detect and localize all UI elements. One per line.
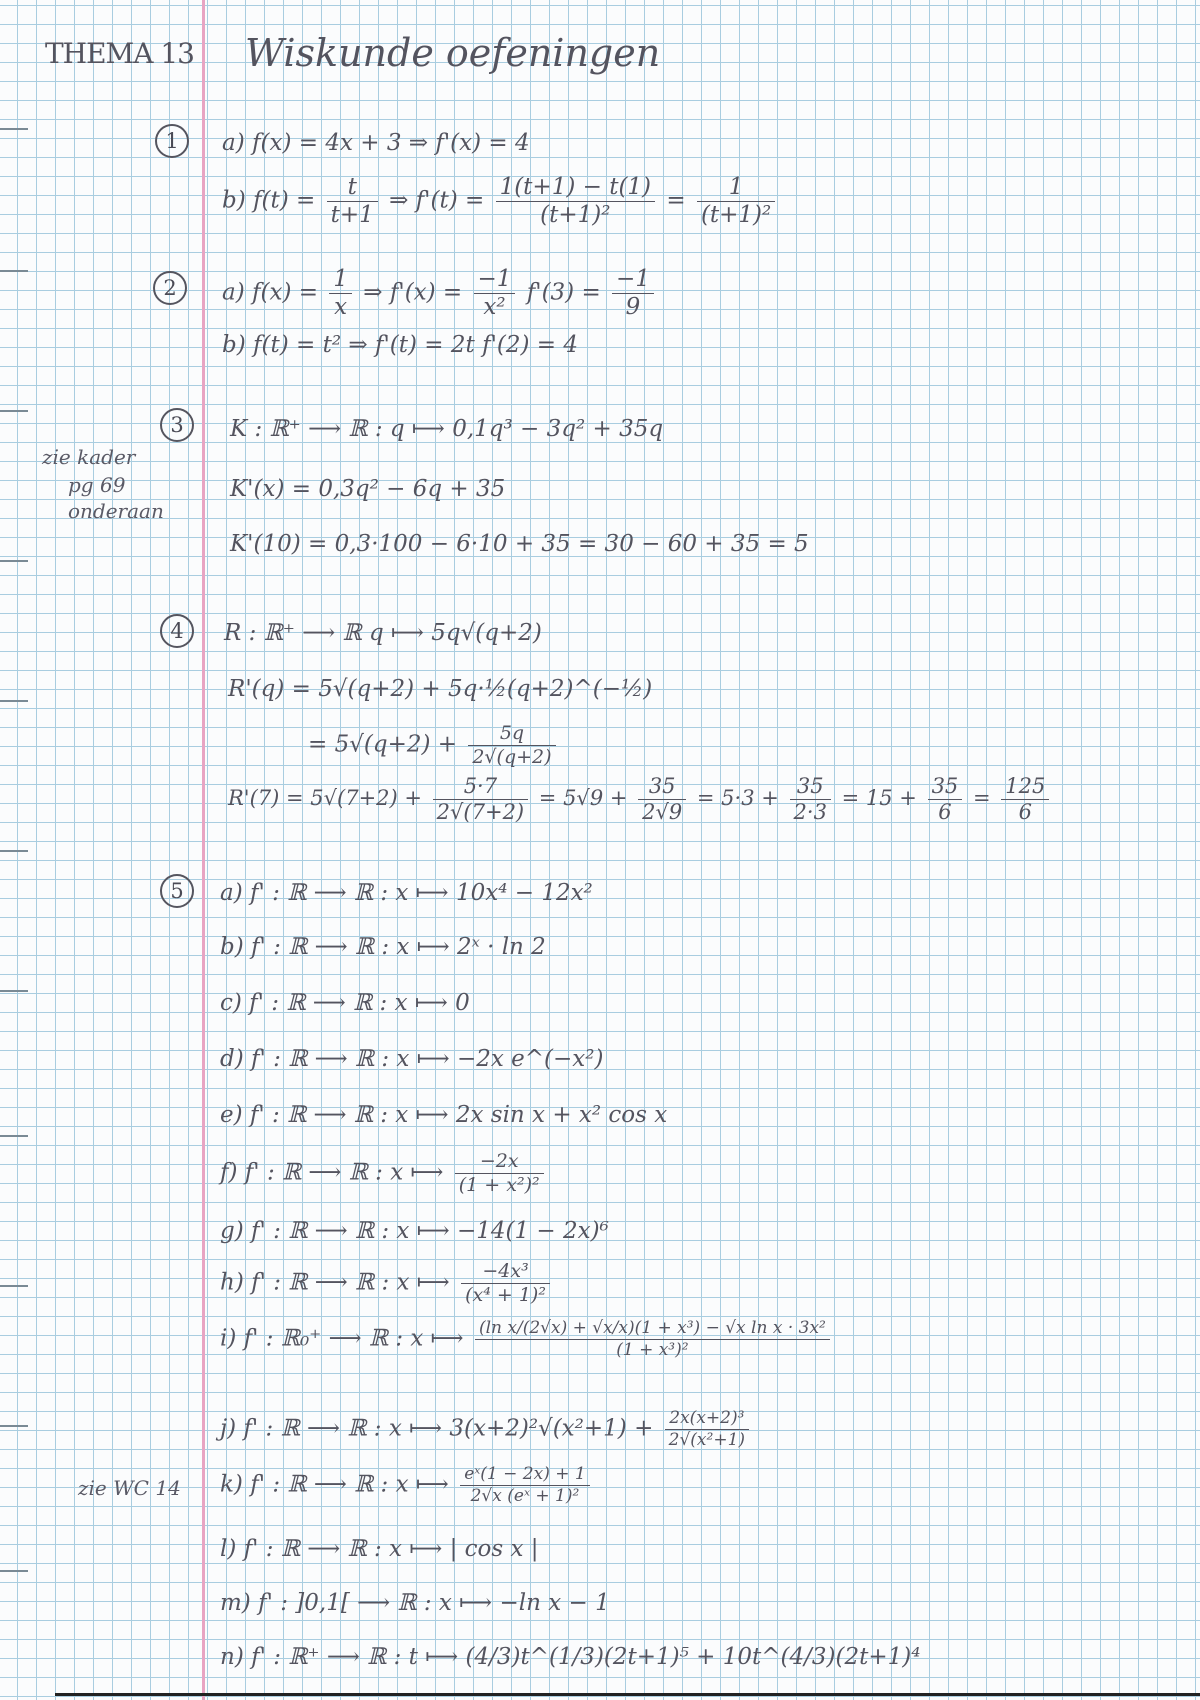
ex5-n: n) f' : ℝ⁺ ⟶ ℝ : t ⟼ (4/3)t^(1/3)(2t+1)⁵ + 10t^(4/3)(2t+1)⁴ — [220, 1644, 921, 1670]
side-note: zie kader — [42, 445, 136, 469]
ex3-line1: K : ℝ⁺ ⟶ ℝ : q ⟼ 0,1q³ − 3q² + 35q — [230, 416, 664, 442]
margin-tick — [0, 850, 28, 852]
margin-tick — [0, 128, 28, 130]
margin-tick — [0, 1135, 28, 1137]
margin-tick — [0, 410, 28, 412]
exercise-number: 5 — [160, 874, 194, 908]
ex1-b: b) f(t) = $\frac{t}{t+1}$ ⇒ f'(t) = $\frac{1(t+1) - t(1)}{\text{(t+1)²}}$ = $\frac{1}{\text{(t+1)²}}$ — [222, 176, 779, 227]
thema-label: THEMA 13 — [45, 37, 194, 70]
ex5-m: m) f' : ]0,1[ ⟶ ℝ : x ⟼ −ln x − 1 — [220, 1590, 610, 1616]
ex5-h: h) f' : ℝ ⟶ ℝ : x ⟼ $\frac{\text{−4x³}}{\text{(x⁴ + 1)²}}$ — [220, 1262, 554, 1305]
exercise-number: 2 — [153, 271, 187, 305]
ex5-e: e) f' : ℝ ⟶ ℝ : x ⟼ 2x sin x + x² cos x — [220, 1102, 668, 1128]
page-bottom-rule — [55, 1693, 1200, 1696]
page-title: Wiskunde oefeningen — [245, 31, 661, 75]
ex1-a: a) f(x) = 4x + 3 ⇒ f'(x) = 4 — [222, 130, 530, 156]
ex5-k: k) f' : ℝ ⟶ ℝ : x ⟼ $\frac{\text{eˣ(1 − 2x) + 1}}{\text{2√x (eˣ + 1)²}}$ — [220, 1466, 594, 1505]
margin-tick — [0, 1570, 28, 1572]
page-margin-line — [202, 0, 205, 1700]
margin-tick — [0, 270, 28, 272]
margin-tick — [0, 1425, 28, 1427]
ex5-g: g) f' : ℝ ⟶ ℝ : x ⟼ −14(1 − 2x)⁶ — [220, 1218, 609, 1244]
ex4-line1: R : ℝ⁺ ⟶ ℝ q ⟼ 5q√(q+2) — [224, 620, 542, 646]
ex4-line2: R'(q) = 5√(q+2) + 5q·½(q+2)^(−½) — [228, 676, 653, 702]
ex3-line2: K'(x) = 0,3q² − 6q + 35 — [230, 476, 506, 502]
ex3-line3: K'(10) = 0,3·100 − 6·10 + 35 = 30 − 60 + 35 = 5 — [230, 531, 809, 557]
ex4-line4: R'(7) = 5√(7+2) + $\frac{5\cdot 7}{2√(7+2)}$ = 5√9 + $\frac{35}{2√9}$ = 5·3 + $\frac{35}{2\cdot 3}$ = 15 + $\frac{35}{6}$ = $\frac{125}{6}$ — [228, 776, 1053, 823]
ex5-f: f) f' : ℝ ⟶ ℝ : x ⟼ $\frac{-2x}{\text{(1 + x²)²}}$ — [220, 1152, 548, 1195]
ex5-d: d) f' : ℝ ⟶ ℝ : x ⟼ −2x e^(−x²) — [220, 1046, 604, 1072]
ex5-i: i) f' : ℝ₀⁺ ⟶ ℝ : x ⟼ $\frac{\text{(ln x/(2√x) + √x/x)(1 + x³) − √x ln x · 3x²}}{\text{(1 + x³)²}}$ — [220, 1320, 834, 1359]
exercise-number: 3 — [160, 408, 194, 442]
side-note: pg 69 — [68, 473, 126, 497]
ex5-l: l) f' : ℝ ⟶ ℝ : x ⟼ | cos x | — [220, 1536, 539, 1562]
margin-tick — [0, 1285, 28, 1287]
ex2-b: b) f(t) = t² ⇒ f'(t) = 2t f'(2) = 4 — [222, 332, 579, 358]
exercise-number: 4 — [160, 614, 194, 648]
margin-tick — [0, 700, 28, 702]
ex5-j: j) f' : ℝ ⟶ ℝ : x ⟼ 3(x+2)²√(x²+1) + $\frac{\text{2x(x+2)³}}{\text{2√(x²+1)}}$ — [220, 1410, 753, 1449]
ex5-a: a) f' : ℝ ⟶ ℝ : x ⟼ 10x⁴ − 12x² — [220, 880, 593, 906]
ex2-a: a) f(x) = $\frac{1}{x}$ ⇒ f'(x) = $\frac{-1}{\text{x²}}$ f'(3) = $\frac{-1}{9}$ — [222, 268, 658, 319]
exercise-number: 1 — [155, 124, 189, 158]
margin-tick — [0, 560, 28, 562]
side-note: zie WC 14 — [78, 1476, 181, 1500]
ex5-b: b) f' : ℝ ⟶ ℝ : x ⟼ 2ˣ · ln 2 — [220, 934, 546, 960]
side-note: onderaan — [68, 499, 164, 523]
ex5-c: c) f' : ℝ ⟶ ℝ : x ⟼ 0 — [220, 990, 470, 1016]
margin-tick — [0, 990, 28, 992]
ex4-line3: = 5√(q+2) + $\frac{5q}{2√(q+2)}$ — [308, 724, 560, 767]
